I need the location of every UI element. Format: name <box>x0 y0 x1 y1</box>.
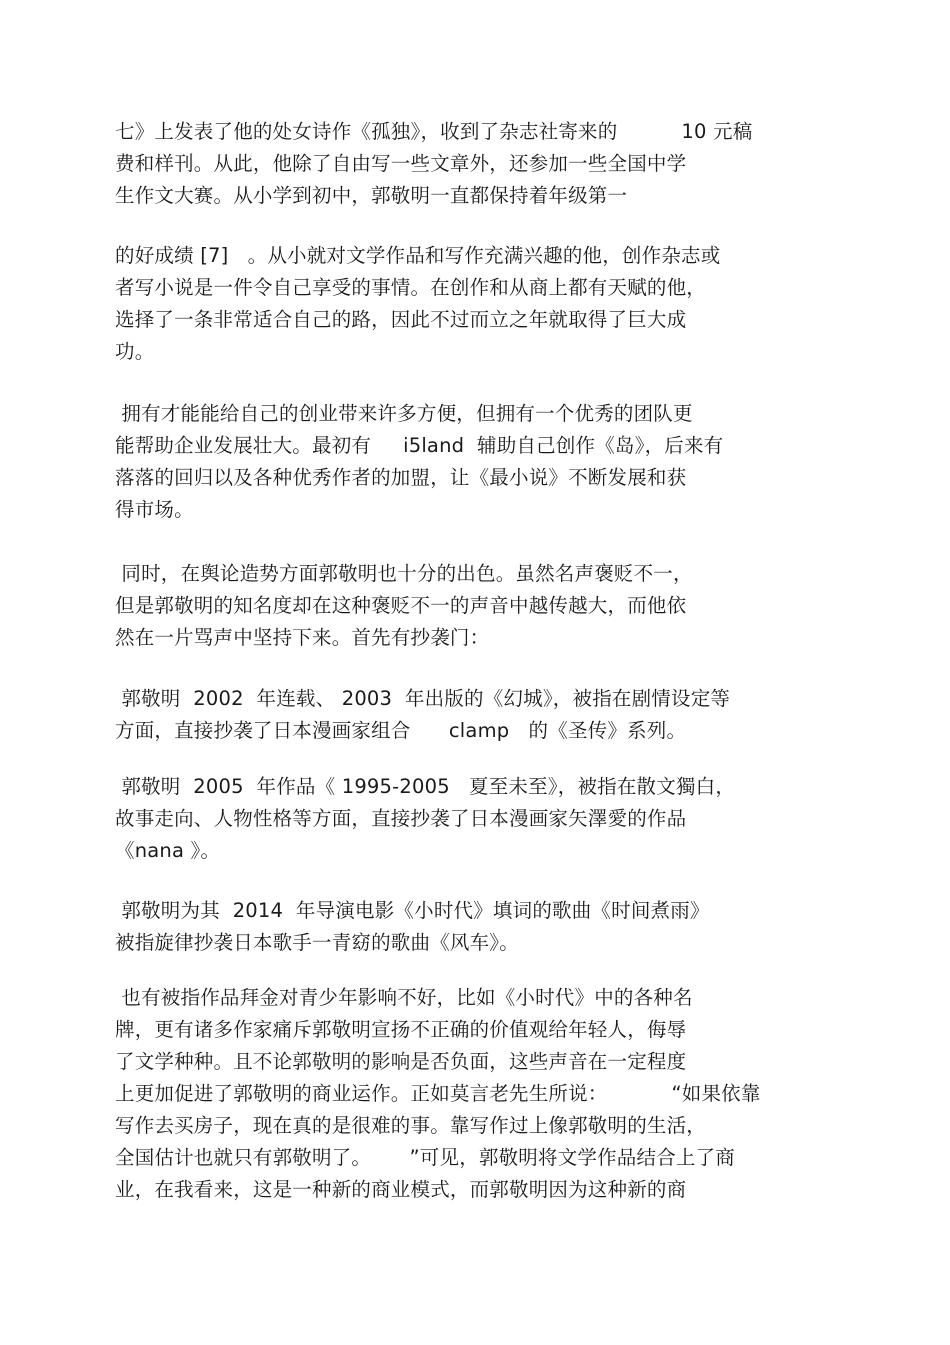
text-line: 郭敬明 2002 年连载、 2003 年出版的《幻城》，被指在剧情设定等 <box>115 687 731 710</box>
text-line: 方面，直接抄袭了日本漫画家组合 clamp 的《圣传》系列。 <box>115 719 687 742</box>
text-line: 功。 <box>115 340 155 363</box>
text-line: 但是郭敬明的知名度却在这种褒贬不一的声音中越传越大，而他依 <box>115 594 687 617</box>
paragraph-8 <box>115 982 835 1206</box>
text-line: 写作去买房子，现在真的是很难的事。靠写作过上像郭敬明的生活， <box>115 1114 707 1137</box>
text-line: 同时，在舆论造势方面郭敬明也十分的出色。虽然名声褒贬不一， <box>115 562 693 585</box>
paragraph-3 <box>115 398 835 526</box>
text-line: 费和样刊。从此，他除了自由写一些文章外，还参加一些全国中学 <box>115 152 687 175</box>
text-line: 七》上发表了他的处女诗作《孤独》，收到了杂志社寄来的 10 元稿 <box>115 120 753 143</box>
text-line: 牌，更有诸多作家痛斥郭敬明宣扬不正确的价值观给年轻人，侮辱 <box>115 1018 687 1041</box>
paragraph-4 <box>115 558 835 654</box>
paragraph-7 <box>115 895 835 959</box>
text-line: 选择了一条非常适合自己的路，因此不过而立之年就取得了巨大成 <box>115 308 687 331</box>
text-line: 的好成绩 [7] 。从小就对文学作品和写作充满兴趣的他，创作杂志或 <box>115 244 721 267</box>
text-line: 郭敬明 2005 年作品《 1995-2005 夏至未至》，被指在散文獨白， <box>115 775 736 798</box>
text-line: 者写小说是一件令自己享受的事情。在创作和从商上都有天赋的他， <box>115 276 707 299</box>
text-line: 然在一片骂声中坚持下来。首先有抄袭门： <box>115 626 490 649</box>
text-line: 生作文大赛。从小学到初中，郭敬明一直都保持着年级第一 <box>115 184 628 207</box>
text-line: 了文学种种。且不论郭敬明的影响是否负面，这些声音在一定程度 <box>115 1050 687 1073</box>
text-line: 能帮助企业发展壮大。最初有 i5land 辅助自己创作《岛》，后来有 <box>115 434 724 457</box>
text-line: 全国估计也就只有郭敬明了。 ”可见，郭敬明将文学作品结合上了商 <box>115 1146 735 1169</box>
paragraph-2 <box>115 240 835 368</box>
text-line: 拥有才能能给自己的创业带来许多方便，但拥有一个优秀的团队更 <box>115 402 693 425</box>
paragraph-1 <box>115 116 835 212</box>
paragraph-6 <box>115 771 835 867</box>
text-line: 上更加促进了郭敬明的商业运作。正如莫言老先生所说： “如果依靠 <box>115 1082 761 1105</box>
text-line: 落落的回归以及各种优秀作者的加盟，让《最小说》不断发展和获 <box>115 466 687 489</box>
text-line: 被指旋律抄袭日本歌手一青窈的歌曲《风车》。 <box>115 931 519 954</box>
text-line: 故事走向、人物性格等方面，直接抄袭了日本漫画家矢澤愛的作品 <box>115 807 687 830</box>
text-line: 业，在我看来，这是一种新的商业模式，而郭敬明因为这种新的商 <box>115 1178 687 1201</box>
text-line: 《nana 》。 <box>115 839 221 862</box>
text-line: 也有被指作品拜金对青少年影响不好，比如《小时代》中的各种名 <box>115 986 693 1009</box>
paragraph-5 <box>115 683 835 747</box>
text-line: 郭敬明为其 2014 年导演电影《小时代》填词的歌曲《时间煮雨》 <box>115 899 710 922</box>
text-line: 得市场。 <box>115 498 194 521</box>
